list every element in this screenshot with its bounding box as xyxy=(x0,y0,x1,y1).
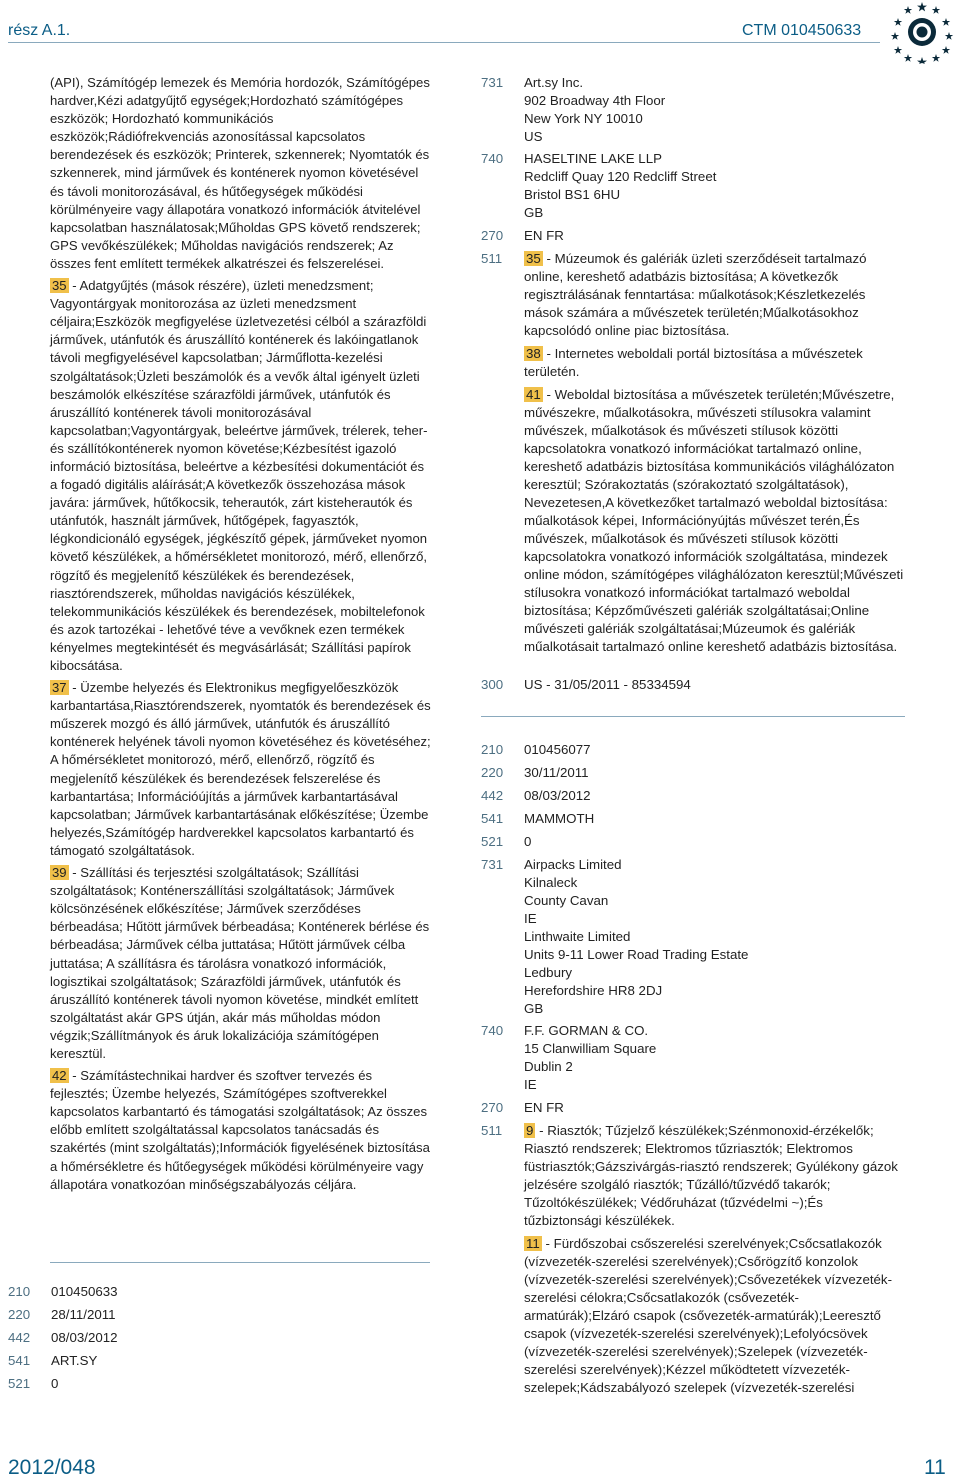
class-text: - Riasztók; Tűzjelző készülékek;Szénmonoxid-érzékelők; Riasztó rendszerek; Elektromos tűzriasztók; Elektromos füstriasztók;Gázszivárgás-riasztó rendszerek; Gyúlékony gázok jelzésére szolgáló riasztók; Tűzálló/tűzvédő takarók; Tűzoltókészülékek; Védőruházat (tűzvédelmi ~);És tűzbiztonsági készülékek. xyxy=(524,1123,898,1228)
field-code: 220 xyxy=(8,1307,31,1322)
field-code: 442 xyxy=(8,1330,31,1345)
field-value: 08/03/2012 xyxy=(524,788,591,803)
field-value xyxy=(524,250,904,661)
field-code: 731 xyxy=(481,857,504,872)
field-code: 740 xyxy=(481,1023,504,1038)
field-value: EN FR xyxy=(524,228,564,243)
class-number: 39 xyxy=(52,865,67,881)
field-731 xyxy=(481,856,911,1018)
field-code: 521 xyxy=(481,834,504,849)
class-35-item xyxy=(524,250,904,340)
field-value: 28/11/2011 xyxy=(51,1307,116,1322)
field-code: 220 xyxy=(481,765,504,780)
class-number: 35 xyxy=(526,251,541,266)
class-9-item xyxy=(524,1122,904,1230)
field-value: Airpacks Limited Kilnaleck County Cavan IE Linthwaite Limited Units 9-11 Lower Road Trading Estate Ledbury Herefordshire HR8 2DJ GB xyxy=(524,857,749,1016)
field-value: US - 31/05/2011 - 85334594 xyxy=(524,677,691,692)
field-code: 541 xyxy=(8,1353,31,1368)
field-value: HASELTINE LAKE LLP Redcliff Quay 120 Redcliff Street Bristol BS1 6HU GB xyxy=(524,151,717,220)
class-39-item xyxy=(50,864,432,1063)
field-code: 731 xyxy=(481,75,504,90)
left-goods-services xyxy=(50,74,432,1198)
class-35-item xyxy=(50,277,432,675)
class-37-item xyxy=(50,679,432,860)
field-value: MAMMOTH xyxy=(524,811,595,826)
field-code: 270 xyxy=(481,228,504,243)
field-code: 210 xyxy=(481,742,504,757)
class-38-item xyxy=(524,345,904,381)
field-code: 210 xyxy=(8,1284,31,1299)
class-text: - Adatgyűjtés (mások részére), üzleti menedzsment; Vagyontárgyak monitorozása az üzleti menedzsment céljaira;Eszközök megfigyelése üzletvezetési célból a szárazföldi járművek, utánfutók és áruszállító konténerek és lakóingatlanok távoli megfigyelésével kapcsolatban; Járműflotta-kezelési szolgáltatások;Üzleti beszámolók és a vevők által igényelt üzleti beszámolók elkészítése szárazföldi járművek, utánfutók és áruszállító konténerek távoli monitorozásával kapcsolatban;Vagyontárgyak, beleértve járművek, trélerek, teher- és szállítókonténerek nyomon követése;Kézbesítést igazoló információ biztosítása, beleértve a kézbesítési dokumentációt és a fogadó digitális aláírását;A következők összehozása mások javára: járművek, hűtőkocsik, teherautók, zárt kisteherautók és utánfutók, használt járművek, hűtőgépek, fagyasztók, légkondicionáló egységek, jégkészítő gépek, járműveket nyomon követő készülékek, a hőmérsékletet monitorozó, mérő, ellenőrző, rögzítő és megjelenítő készülékek és berendezések, riasztórendszerek, műholdas navigációs készülékek, telekommunikációs készülékek és berendezések, mobiltelefonok és azok tartozékai - lehetővé téve a vevőknek ezen termékek kényelmes megtekintését és megvásárlását; Szállítási papírok kibocsátása. xyxy=(50,278,428,673)
page-number: 11 xyxy=(924,1456,946,1479)
field-value: 0 xyxy=(524,834,532,849)
field-740 xyxy=(481,150,911,222)
class-number: 38 xyxy=(526,346,541,361)
field-code: 442 xyxy=(481,788,504,803)
field-value: Art.sy Inc. 902 Broadway 4th Floor New York NY 10010 US xyxy=(524,75,666,144)
field-code: 270 xyxy=(481,1100,504,1115)
field-code: 511 xyxy=(481,251,503,266)
field-value: 010456077 xyxy=(524,742,591,757)
class-number: 42 xyxy=(52,1068,67,1084)
record-separator xyxy=(50,1262,430,1263)
field-value: 30/11/2011 xyxy=(524,765,589,780)
eu-stars-logo-icon xyxy=(890,0,954,64)
class-number: 11 xyxy=(526,1236,540,1251)
field-value: 0 xyxy=(51,1376,59,1391)
class-number: 9 xyxy=(526,1123,534,1138)
section-label: rész A.1. xyxy=(8,22,71,39)
class-42-item xyxy=(50,1067,432,1194)
class-text: - Internetes weboldali portál biztosítása a művészetek területén. xyxy=(524,346,863,379)
field-value: F.F. GORMAN & CO. 15 Clanwilliam Square Dublin 2 IE xyxy=(524,1023,657,1092)
field-code: 521 xyxy=(8,1376,31,1391)
field-value: 08/03/2012 xyxy=(51,1330,118,1345)
field-value: 010450633 xyxy=(51,1284,118,1299)
record-separator xyxy=(481,716,905,717)
field-code: 300 xyxy=(481,677,504,692)
field-740 xyxy=(481,1022,911,1094)
class-text: - Weboldal biztosítása a művészetek területén;Művészetre, művészekre, műalkotásokra, művészeti stílusokra valamint művészek, műalkotások és művészeti stílusok közötti kapcsolatokra vonatkozó információkat tartalmazó online, kereshető adatbázis biztosítása kommunikációs világhálózaton keresztül; Szórakoztatás (szórakoztató szolgáltatások), Nevezetesen,A következőket tartalmazó weboldal biztosítása: műalkotások képei, Információnyújtás művészet terén,És művészek, műalkotások és művészeti stílusok közötti kapcsolatokra vonatkozó információk szolgáltatása, mindezek online módon, számítógépes világhálózaton keresztül;Művészeti stílusokra vonatkozó információkat tartalmazó weboldal biztosítása; Képzőművészeti galériák szolgáltatásai;Online művészeti galériák szolgáltatásai;Múzeumok és galériák műalkotásait tartalmazó online kereshető adatbázis biztosítása. xyxy=(524,387,904,654)
header-rule xyxy=(8,42,880,43)
class-9-continuation: (API), Számítógép lemezek és Memória hordozók, Számítógépes hardver,Kézi adatgyűjtő egységek;Hordozható számítógépes eszközök; Hordozható kommunikációs eszközök;Rádiófrekvenciás azonosítással kapcsolatos berendezések és eszközök; Printerek, szkennerek; Nyomtatók és szkennerek, mind járművek és konténerek nyomon követésével és távoli monitorozásával, és hűtőegységek működési körülményeire vagy állapotára vonatkozó információk átvitelével kapcsolatban használatosak;Műholdas GPS követő rendszerek; GPS vevőkészülékek; Műholdas navigációs rendszerek; Az összes fent említett termékek alkatrészei és felszerelései. xyxy=(50,75,430,271)
class-number: 37 xyxy=(52,680,67,696)
class-text: - Üzembe helyezés és Elektronikus megfigyelőeszközök karbantartása,Riasztórendszerek, nyomtatók és berendezések és műszerek mozgó és álló járművek, utánfutók és áruszállító konténerek helyének távoli nyomon követéséhez és követéséhez; A hőmérsékletet monitorozó, mérő, ellenőrző, rögzítő és megjelenítő készülékek és berendezések felszerelése és karbantartása; Információújítás a járművek karbantartásával kapcsolatban; Járművek karbantartásának előkészítése; Üzembe helyezés,Számítógép hardverekkel kapcsolatos karbantartó és támogató szolgáltatások. xyxy=(50,680,431,858)
field-code: 511 xyxy=(481,1123,503,1138)
class-text: - Szállítási és terjesztési szolgáltatások; Szállítási szolgáltatások; Konténerszállítási szolgáltatások; Járművek kölcsönzésének előkészítése; Járművek szerződéses bérbeadása; Hűtött járművek bérbeadása; Konténerek bérlése és bérbeadása; Járművek célba juttatása; Hűtött járművek célba juttatása; A szállításra és tárolásra vonatkozó információk, logisztikai szolgáltatások; Szárazföldi járművek, utánfutók és áruszállító konténerek távoli nyomon követése, mindkét említett szolgáltatást akár GPS útján, akár más műholdas módon végzik;Szállítmányok és áruk lokalizációja számítógépen keresztül. xyxy=(50,865,430,1061)
field-code: 740 xyxy=(481,151,504,166)
class-text: - Számítástechnikai hardver és szoftver tervezés és fejlesztés; Üzembe helyezés, Számítógépes szoftverekkel kapcsolatos karbantartó és támogatási szolgáltatások; Az összes előbb említett szolgáltatással kapcsolatos tanácsadás és szakértés (mint szolgáltatás);Információk figyelésének biztosítása a hőmérsékletre és hűtőegységek működési körülményeire vagy állapotára vonatkozóan minőségszabályozás céljára. xyxy=(50,1068,430,1192)
field-value: EN FR xyxy=(524,1100,564,1115)
class-11-item xyxy=(524,1235,904,1397)
field-731 xyxy=(481,74,911,146)
class-number: 41 xyxy=(526,387,541,402)
field-code: 541 xyxy=(481,811,504,826)
bulletin-issue: 2012/048 xyxy=(8,1456,96,1479)
field-value: ART.SY xyxy=(51,1353,98,1368)
field-value xyxy=(524,1122,904,1402)
class-text: - Fürdőszobai csőszerelési szerelvények;Csőcsatlakozók (vízvezeték-szerelési szerelvények);Csőrögzítő konzolok (vízvezeték-szerelési szerelvények);Csővezetékek vízvezeték-szerelési célokra;Csőcsatlakozók (csővezeték-armatúrák);Elzáró csapok (csővezeték-armatúrák);Leeresztő csapok (vízvezeték-szerelési szerelvények);Lefolyócsövek (vízvezeték-szerelési szerelvények);Szelepek (vízvezeték-szerelési szerelvények);Kézzel működtetett vízvezeték-szelepek;Kádszabályozó szelepek (vízvezeték-szerelési xyxy=(524,1236,893,1395)
class-number: 35 xyxy=(52,278,67,294)
ctm-number-header: CTM 010450633 xyxy=(742,22,862,39)
class-text: - Múzeumok és galériák üzleti szerződéseit tartalmazó online, kereshető adatbázis biztosítása; A következők regisztrálásának fenntartása: műalkotások;Készletkezelés mások számára a művészetek területén;Műalkotásokhoz kapcsolódó online piac biztosítása. xyxy=(524,251,867,338)
class-41-item xyxy=(524,386,904,656)
